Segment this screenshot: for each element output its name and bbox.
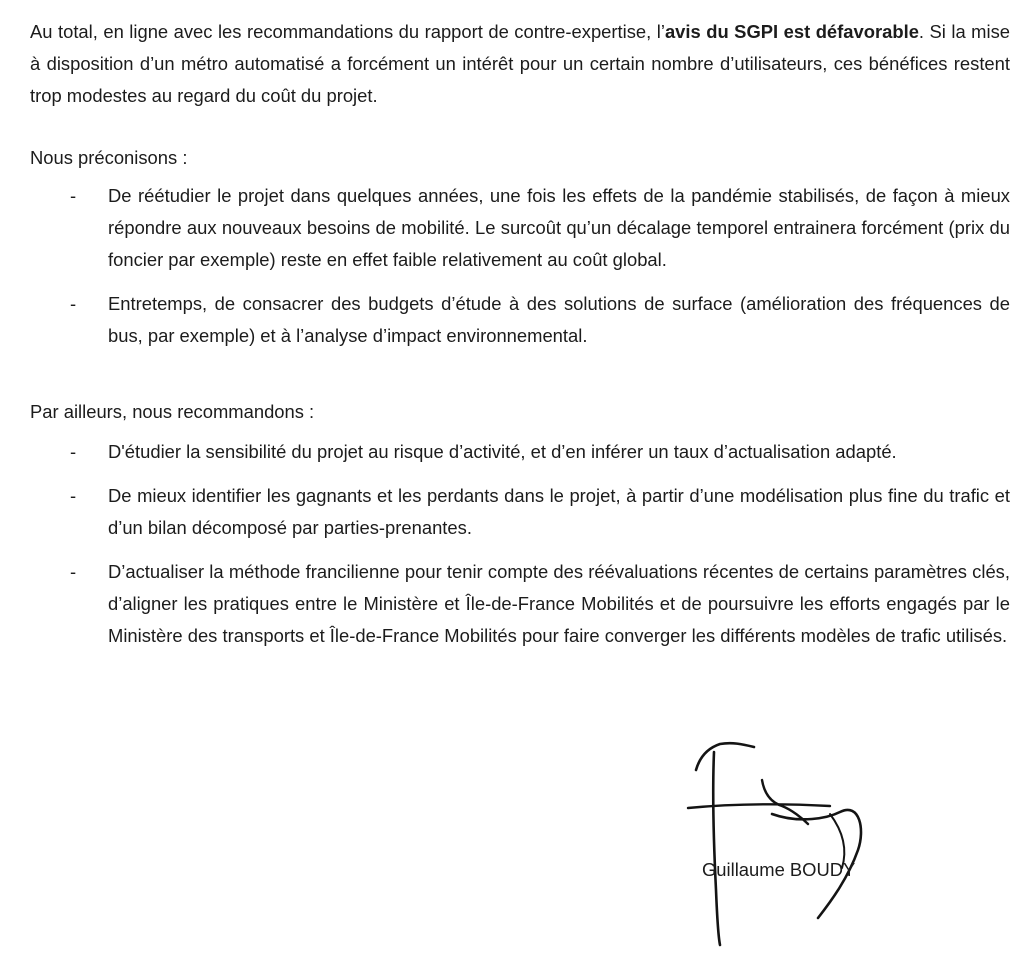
list-item-text: D'étudier la sensibilité du projet au risque d’activité, et d’en inférer un taux d’actualisation adapté. bbox=[108, 441, 897, 462]
list-item-text: De réétudier le projet dans quelques années, une fois les effets de la pandémie stabilisés, de façon à mieux répondre aux nouveaux besoins de mobilité. Le surcoût qu’un décalage temporel entrainera forcément (prix du foncier par exemple) reste en effet faible relativement au coût global. bbox=[108, 185, 1010, 270]
list-item bbox=[0, 480, 1010, 544]
signature-stroke bbox=[713, 752, 720, 945]
signer-name: Guillaume BOUDY bbox=[702, 859, 856, 880]
handwritten-signature bbox=[680, 740, 880, 950]
dash-bullet: - bbox=[70, 185, 77, 206]
list-item bbox=[0, 288, 1010, 352]
recommend-intro: Nous préconisons : bbox=[30, 147, 188, 168]
further-intro: Par ailleurs, nous recommandons : bbox=[30, 401, 315, 422]
recommend-list bbox=[0, 180, 1010, 364]
opinion-bold: avis du SGPI est défavorable bbox=[664, 21, 919, 42]
list-item bbox=[0, 180, 1010, 276]
conclusion-text-start: Au total, en ligne avec les recommandations du rapport de contre-expertise, l’ bbox=[30, 21, 665, 42]
dash-bullet: - bbox=[70, 293, 77, 314]
list-item bbox=[0, 436, 1010, 468]
list-item-text: De mieux identifier les gagnants et les perdants dans le projet, à partir d’une modélisation plus fine du trafic et d’un bilan décomposé par parties-prenantes. bbox=[108, 485, 1010, 538]
dash-bullet: - bbox=[70, 485, 77, 506]
list-item bbox=[0, 556, 1010, 652]
further-list bbox=[0, 436, 1010, 664]
conclusion-paragraph bbox=[30, 16, 1010, 112]
dash-bullet: - bbox=[70, 441, 77, 462]
signature-stroke bbox=[688, 804, 830, 808]
list-item-text: Entretemps, de consacrer des budgets d’étude à des solutions de surface (amélioration des fréquences de bus, par exemple) et à l’analyse d’impact environnemental. bbox=[108, 293, 1010, 346]
signature-stroke bbox=[696, 743, 754, 770]
list-item-text: D’actualiser la méthode francilienne pour tenir compte des réévaluations récentes de certains paramètres clés, d’aligner les pratiques entre le Ministère et Île-de-France Mobilités et de poursuivre les efforts engagés par le Ministère des transports et Île-de-France Mobilités pour faire converger les différents modèles de trafic utilisés. bbox=[108, 561, 1010, 646]
dash-bullet: - bbox=[70, 561, 77, 582]
conclusion-text-end: . Si la mise à disposition d’un métro automatisé a forcément un intérêt pour un certain nombre d’utilisateurs, ces bénéfices restent trop modestes au regard du coût du projet. bbox=[30, 21, 1010, 106]
